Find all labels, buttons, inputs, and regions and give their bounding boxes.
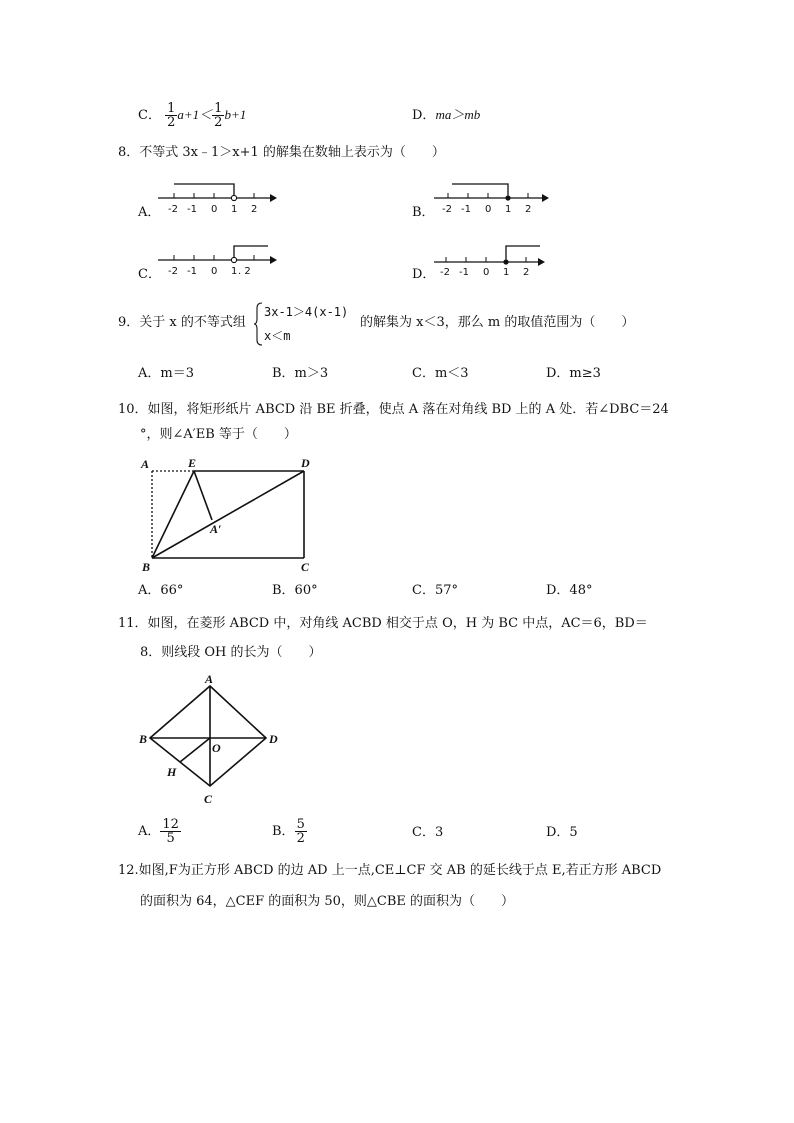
tick-label: 0 [211, 204, 218, 215]
q9-stem-suffix: 的解集为 x＜3，那么 m 的取值范围为（ ） [360, 315, 635, 330]
point-label: A′ [210, 522, 222, 536]
q12-stem-line-2: 的面积为 64，△CEF 的面积为 50，则△CBE 的面积为（ ） [140, 894, 515, 909]
fraction: $\frac{5}{2}$ [296, 817, 305, 846]
expression-text: b+1 [224, 107, 247, 122]
tick-label: 0 [485, 204, 492, 215]
q11-stem-line-1: 11．如图，在菱形 ABCD 中，对角线 ACBD 相交于点 O，H 为 BC 中点，AC＝6，BD＝ [118, 616, 648, 631]
point-label: H [167, 765, 177, 779]
q10-option-d: D．48° [546, 583, 593, 598]
q9-stem-prefix: 9．关于 x 的不等式组 [118, 315, 246, 330]
q10-stem-line-1: 10．如图，将矩形纸片 ABCD 沿 BE 折叠，使点 A 落在对角线 BD 上的 A 处．若∠DBC＝24 [118, 402, 669, 417]
point-label: D [269, 732, 278, 746]
q8-number-line-b [434, 178, 554, 218]
q9-option-b: B．m＞3 [272, 366, 329, 381]
option-label: C． [138, 108, 161, 123]
q10-option-b: B．60° [272, 583, 318, 598]
point-label: C [301, 560, 310, 574]
point-label: B [142, 560, 151, 574]
left-brace-icon [254, 302, 264, 346]
tick-label: 0 [211, 266, 218, 277]
fraction: $\frac{12}{5}$ [162, 817, 179, 846]
point-label: C [204, 792, 213, 806]
q10-option-a: A．66° [138, 583, 184, 598]
q8-option-a-label: A． [138, 205, 161, 220]
q7-option-c [138, 102, 246, 129]
tick-label: 1 [505, 204, 512, 215]
point-label: B [139, 732, 148, 746]
q8-option-d-label: D． [412, 267, 436, 282]
tick-label: -2 [440, 267, 450, 278]
tick-label: 2 [525, 204, 532, 215]
tick-label: 1 [503, 267, 510, 278]
tick-label: 1 [231, 266, 238, 277]
q9-option-c: C．m＜3 [412, 366, 469, 381]
q11-option-d: D．5 [546, 825, 578, 840]
tick-label: -2 [442, 204, 452, 215]
tick-label: -1 [459, 267, 469, 278]
tick-label: 1 [231, 204, 238, 215]
q8-number-line-d [434, 240, 554, 280]
q8-number-line-c [158, 240, 278, 280]
q11-option-c: C．3 [412, 825, 444, 840]
q11-option-b [272, 818, 307, 845]
q8-stem: 8．不等式 3x﹣1＞x+1 的解集在数轴上表示为（ ） [118, 145, 445, 160]
q10-option-c: C．57° [412, 583, 458, 598]
point-label: A [141, 457, 150, 471]
option-label: D． [412, 108, 436, 123]
fraction: $\frac{1}{2}$ [167, 101, 176, 130]
tick-label: -1 [187, 266, 197, 277]
tick-label: . 2 [238, 266, 251, 277]
q9-option-a: A．m＝3 [138, 366, 194, 381]
point-label: O [212, 741, 221, 755]
q11-stem-line-2: 8．则线段 OH 的长为（ ） [140, 645, 322, 660]
q8-number-line-a [158, 178, 278, 218]
tick-label: 2 [251, 204, 258, 215]
q7-option-d [412, 108, 480, 122]
q10-rectangle-figure [140, 454, 320, 576]
q9-system-line-1: 3x-1＞4(x-1) [264, 305, 349, 319]
option-label: B． [272, 824, 295, 839]
q11-option-a [138, 818, 181, 845]
point-label: D [301, 456, 310, 470]
tick-label: 2 [523, 267, 530, 278]
q8-option-b-label: B． [412, 205, 435, 220]
tick-label: -2 [168, 204, 178, 215]
q8-option-c-label: C． [138, 267, 161, 282]
tick-label: -1 [461, 204, 471, 215]
option-label: A． [138, 824, 161, 839]
fraction: $\frac{1}{2}$ [214, 101, 223, 130]
expression-text: a+1＜ [177, 107, 213, 122]
q9-system-line-2: x＜m [264, 329, 291, 343]
tick-label: 0 [483, 267, 490, 278]
point-label: E [188, 456, 197, 470]
q9-option-d: D．m≥3 [546, 366, 601, 381]
q12-stem-line-1: 12.如图,F为正方形 ABCD 的边 AD 上一点,CE⊥CF 交 AB 的延长线于点 E,若正方形 ABCD [118, 863, 662, 878]
option-text: ma＞mb [435, 107, 481, 122]
tick-label: -1 [187, 204, 197, 215]
tick-label: -2 [168, 266, 178, 277]
q10-stem-line-2: °，则∠A′EB 等于（ ） [140, 427, 297, 442]
point-label: A [205, 672, 214, 686]
q11-rhombus-figure [138, 672, 288, 808]
